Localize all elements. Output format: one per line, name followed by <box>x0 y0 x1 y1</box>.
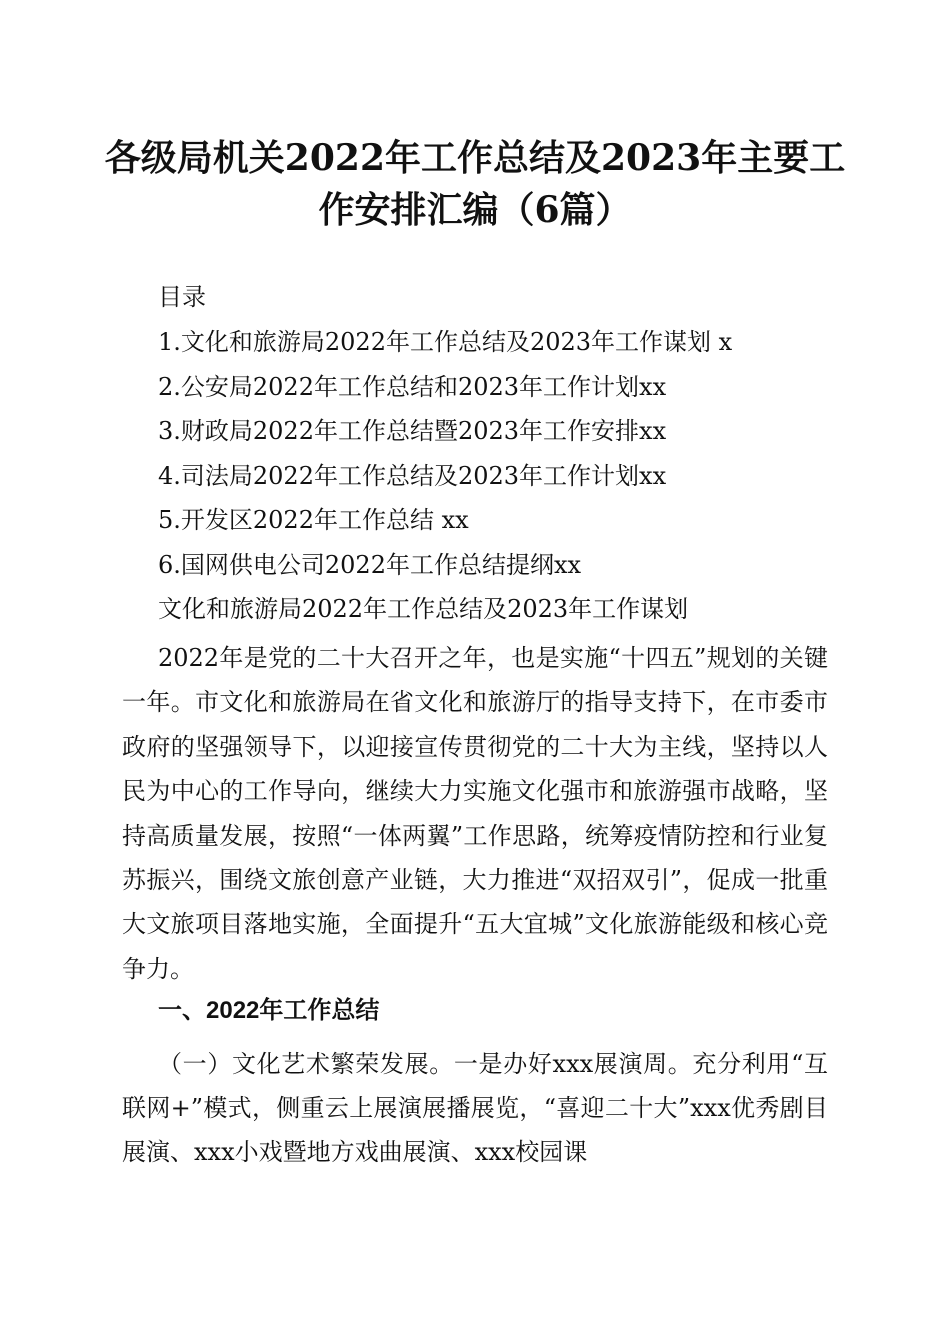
intro-paragraph: 2022年是党的二十大召开之年，也是实施“十四五”规划的关键一年。市文化和旅游局在省文化和旅游厅的指导支持下，在市委市政府的坚强领导下，以迎接宣传贯彻党的二十大为主线，坚持以人民为中心的工作导向，继续大力实施文化强市和旅游强市战略，坚持高质量发展，按照“一体两翼”工作思路，统筹疫情防控和行业复苏振兴，围绕文旅创意产业链，大力推进“双招双引”，促成一批重大文旅项目落地实施，全面提升“五大宜城”文化旅游能级和核心竞争力。 <box>122 644 828 983</box>
section-heading-2022-summary: 一、2022年工作总结 <box>158 997 380 1024</box>
toc-heading: 目录 <box>158 283 206 311</box>
toc-item-1: 1.文化和旅游局2022年工作总结及2023年工作谋划 x <box>158 328 733 356</box>
article-title: 文化和旅游局2022年工作总结及2023年工作谋划 <box>158 595 689 623</box>
toc-item-6: 6.国网供电公司2022年工作总结提纲xx <box>158 551 582 579</box>
toc-item-5: 5.开发区2022年工作总结 xx <box>158 506 469 534</box>
document-title-line-2: 作安排汇编（6篇） <box>318 189 632 231</box>
toc-item-3: 3.财政局2022年工作总结暨2023年工作安排xx <box>158 417 667 445</box>
toc-item-2: 2.公安局2022年工作总结和2023年工作计划xx <box>158 373 667 401</box>
section-paragraph: （一）文化艺术繁荣发展。一是办好xxx展演周。充分利用“互联网+”模式，侧重云上展演展播展览，“喜迎二十大”xxx优秀剧目展演、xxx小戏暨地方戏曲展演、xxx校园课 <box>122 1050 828 1166</box>
document-title <box>100 132 850 236</box>
document-title-line-1: 各级局机关2022年工作总结及2023年主要工 <box>104 137 846 179</box>
toc-item-4: 4.司法局2022年工作总结及2023年工作计划xx <box>158 462 667 490</box>
